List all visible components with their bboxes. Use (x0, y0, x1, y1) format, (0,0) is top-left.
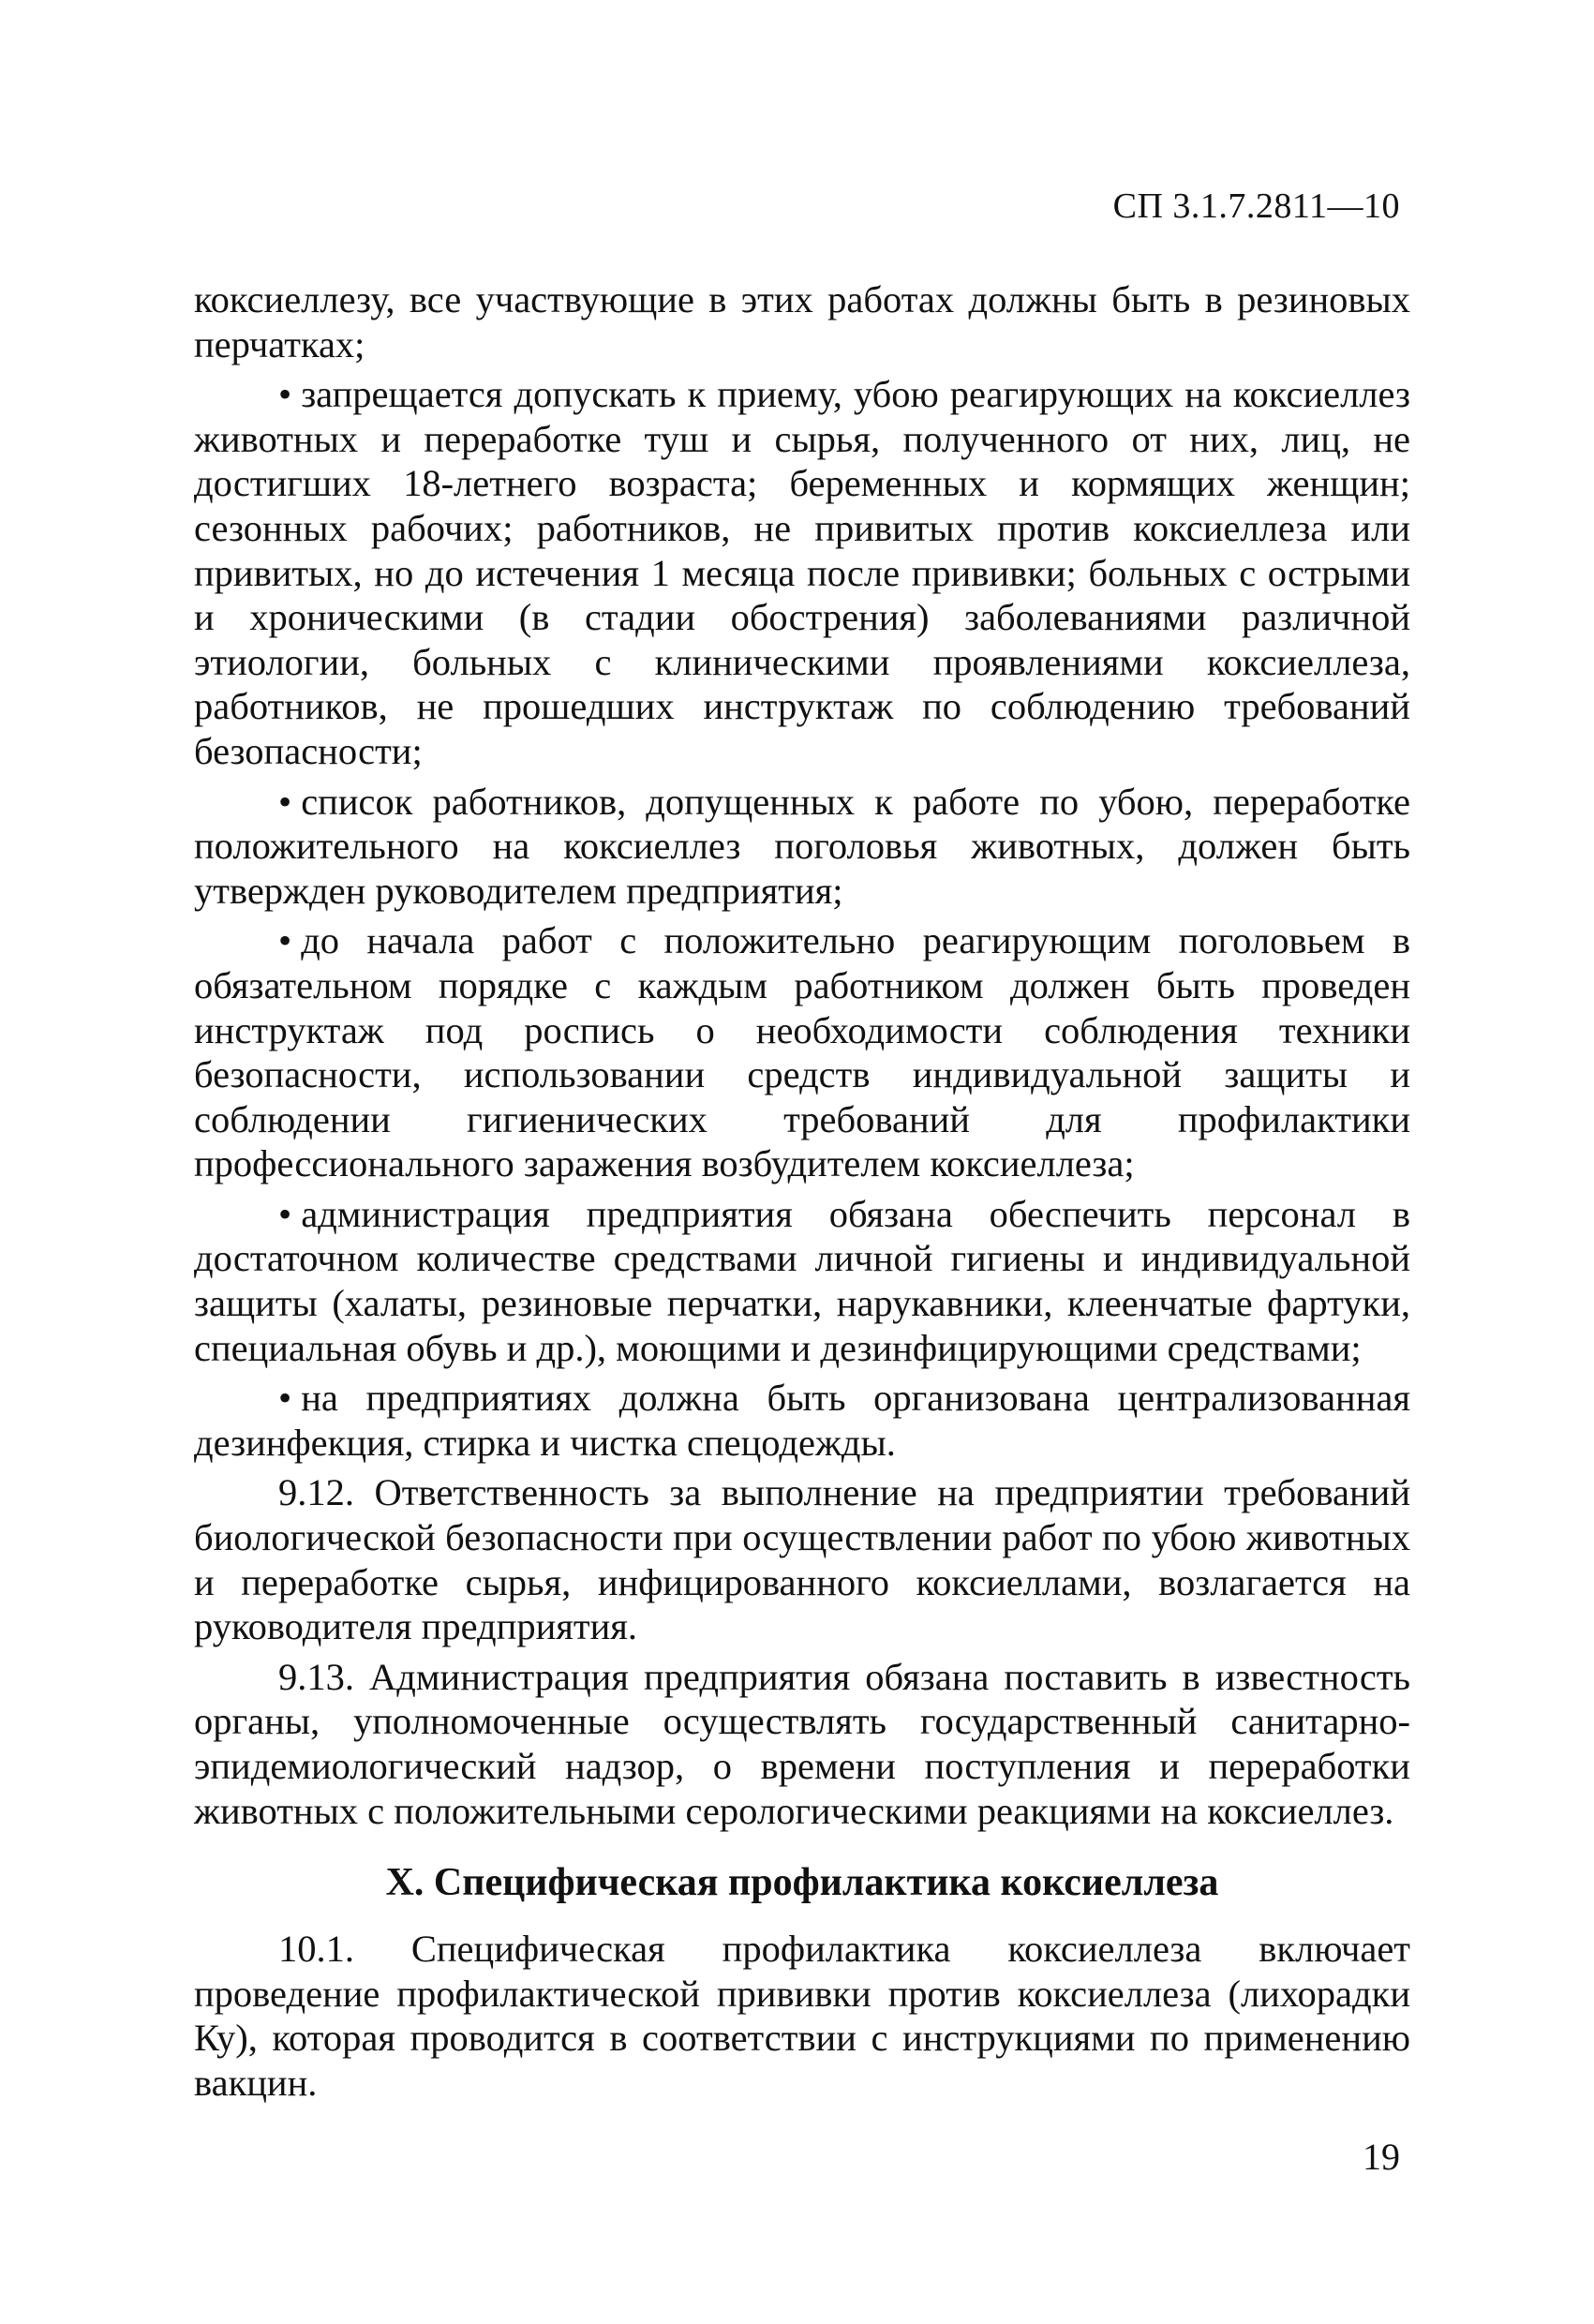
section-title: X. Специфическая профилактика коксиеллеза (385, 1861, 1219, 1905)
bullet-icon: • (278, 780, 292, 823)
bullet-icon: • (278, 1377, 292, 1420)
document-body (194, 277, 1410, 2111)
bullet-text: до начала работ с положительно реагирующим поголовьем в обязательном порядке с каждым работником должен быть проведен инструктаж под роспись о необходимости соблюдения техники безопасности, использовании средств индивидуальной защиты и соблюдении гигиенических требований для профилактики профессионального заражения возбудителем коксиеллеза; (194, 919, 1410, 1185)
bullet-item (194, 918, 1410, 1186)
document-code: СП 3.1.7.2811—10 (1112, 186, 1400, 226)
clause-9-13: 9.13. Администрация предприятия обязана поставить в известность органы, уполномоченные осуществлять государственный санитарно-эпидемиологический надзор, о времени поступления и переработки животных с положительными серологическими реакциями на коксиеллез. (194, 1655, 1410, 1832)
bullet-item (194, 372, 1410, 773)
bullet-text: администрация предприятия обязана обеспечить персонал в достаточном количестве средствами личной гигиены и индивидуальной защиты (халаты, резиновые перчатки, нарукавники, клеенчатые фартуки, специальная обувь и др.), моющими и дезинфицирующими средствами; (194, 1192, 1410, 1369)
clause-10-1: 10.1. Специфическая профилактика коксиеллеза включает проведение профилактической прививки против коксиеллеза (лихорадки Ку), которая проводится в соответствии с инструкциями по применению вакцин. (194, 1928, 1410, 2104)
page-number: 19 (1363, 2136, 1400, 2178)
bullet-item (194, 1192, 1410, 1370)
bullet-item (194, 1376, 1410, 1465)
bullet-text: список работников, допущенных к работе по убою, переработке положительного на коксиеллез поголовья животных, должен быть утвержден руководителем предприятия; (194, 780, 1410, 912)
bullet-icon: • (278, 1192, 292, 1235)
bullet-text: на предприятиях должна быть организована централизованная дезинфекция, стирка и чистка спецодежды. (194, 1377, 1410, 1464)
bullet-icon: • (278, 919, 292, 962)
bullet-item (194, 780, 1410, 914)
bullet-icon: • (278, 373, 292, 416)
continuation-paragraph: коксиеллезу, все участвующие в этих работах должны быть в резиновых перчатках; (194, 278, 1410, 365)
bullet-text: запрещается допускать к приему, убою реагирующих на коксиеллез животных и переработке туш и сырья, полученного от них, лиц, не достигших 18-летнего возраста; беременных и кормящих женщин; сезонных рабочих; работников, не привитых против коксиеллеза или привитых, но до истечения 1 месяца после прививки; больных с острыми и хроническими (в стадии обострения) заболеваниями различной этиологии, больных с клиническими проявлениями коксиеллеза, работников, не прошедших инструктаж по соблюдению требований безопасности; (194, 373, 1410, 772)
clause-9-12: 9.12. Ответственность за выполнение на предприятии требований биологической безопасности при осуществлении работ по убою животных и переработке сырья, инфицированного коксиеллами, возлагается на руководителя предприятия. (194, 1471, 1410, 1648)
